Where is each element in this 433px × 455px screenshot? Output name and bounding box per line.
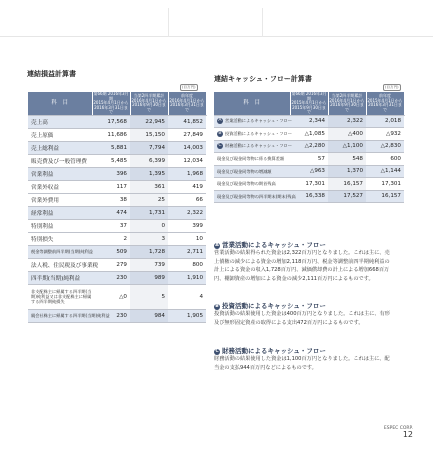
section-title: 営業活動によるキャッシュ・フロー — [222, 241, 326, 249]
table-row — [28, 128, 206, 141]
cell-value: 2,322 — [328, 115, 366, 128]
row-label-text: 営業外収益 — [31, 184, 59, 191]
cell-value: 11,686 — [92, 128, 130, 141]
table-row — [28, 271, 206, 284]
row-label-text: 営業利益 — [31, 171, 54, 178]
table-row — [214, 128, 404, 141]
row-label-text: 四半期(当期)純利益 — [31, 275, 81, 282]
cell-value: 27,849 — [168, 128, 206, 141]
row-label — [214, 178, 290, 191]
top-rule — [0, 36, 433, 37]
pl-table — [28, 92, 207, 323]
section-heading — [214, 301, 326, 310]
table-row — [214, 190, 404, 203]
cell-value: △963 — [290, 165, 328, 178]
column-guide — [262, 8, 271, 37]
table-row — [214, 178, 404, 191]
section-text: 営業活動の結果得られた資金は2,322百万円となりました。これは主に、売上債権の減少による資金の増加2,118百万円、税金等調整前四半期純利益の計上による資金の収入1,728百万円、減価償却費の計上による増加668百万円、棚卸資産の増加による資金の減少2,111百万円によるものです。 — [214, 250, 390, 282]
column-header: 当第2四半期累計 2016年4月1日から 2016年9月30日まで — [130, 92, 168, 115]
row-label-text: 販売費及び一般管理費 — [31, 158, 87, 165]
row-label — [214, 190, 296, 203]
row-label-text: 売上総利益 — [31, 145, 59, 152]
row-label-text: 現金及び現金同等物に係る換算差額 — [217, 156, 285, 162]
row-label — [214, 140, 290, 153]
row-label-text: 営業活動によるキャッシュ・フロー — [225, 118, 292, 124]
column-header: 当第2四半期累計 2016年4月1日から 2016年9月30日まで — [328, 92, 366, 115]
cell-value: 5,485 — [92, 154, 130, 167]
section-text: 財務活動の結果使用した資金は1,100百万円となりました。これは主に、配当金の支払944百万円などによるものです。 — [214, 356, 390, 371]
cell-value: 396 — [92, 167, 130, 180]
column-guide — [168, 8, 177, 37]
cell-value: 117 — [92, 180, 130, 193]
badge-c: C — [215, 349, 219, 354]
row-label-text: 財務活動によるキャッシュ・フロー — [225, 143, 292, 149]
cell-value: 37 — [92, 219, 130, 232]
table-row — [214, 165, 404, 178]
column-header: 前年度 2016年4月1日から 2016年3月31日まで — [168, 92, 206, 115]
table-row — [28, 245, 206, 258]
table-row — [28, 141, 206, 154]
row-label-text: 経常利益 — [31, 210, 54, 217]
cell-value: 7,794 — [130, 141, 168, 154]
row-label-text: 現金及び現金同等物の期首残高 — [217, 181, 276, 187]
row-label — [28, 232, 92, 245]
cell-value: 17,527 — [328, 190, 366, 203]
row-label — [214, 165, 290, 178]
table-row — [28, 167, 206, 180]
section-heading — [214, 346, 326, 355]
table-row — [28, 193, 206, 206]
row-label — [28, 154, 92, 167]
row-label-text: 営業外費用 — [31, 197, 59, 204]
page-number: 12 — [402, 430, 413, 439]
pl-title: 連結損益計算書 — [27, 70, 76, 78]
cell-value: 57 — [290, 153, 328, 166]
row-label-text: 売上高 — [31, 119, 48, 126]
cell-value: △1,100 — [328, 140, 366, 153]
cell-value: △2,830 — [366, 140, 404, 153]
column-header: 科 目 — [214, 92, 290, 115]
row-label — [28, 258, 99, 271]
cell-value: 15,150 — [130, 128, 168, 141]
section-title: 投資活動によるキャッシュ・フロー — [222, 302, 326, 310]
badge-c: C — [218, 143, 222, 149]
cell-value: 984 — [130, 309, 168, 322]
row-label — [214, 115, 290, 128]
cell-value: 548 — [328, 153, 366, 166]
cell-value: 1,731 — [130, 206, 168, 219]
row-label — [28, 206, 92, 219]
cell-value: 230 — [92, 271, 130, 284]
cell-value: 1,370 — [328, 165, 366, 178]
table-row — [28, 154, 206, 167]
table-row — [214, 153, 404, 166]
badge-b: B — [218, 130, 222, 136]
cell-value: △400 — [328, 128, 366, 141]
cell-value: 474 — [92, 206, 130, 219]
row-label-text: 税金等調整前四半期(当期)純利益 — [31, 249, 93, 254]
cf-unit: (百万円) — [385, 85, 399, 89]
row-label-text: 法人税、住民税及び事業税 — [31, 262, 99, 269]
row-label-text: 親会社株主に帰属する四半期(当期)純利益 — [31, 313, 110, 318]
cell-value: 1,910 — [168, 271, 206, 284]
cell-value: 2,018 — [366, 115, 404, 128]
cell-value: 989 — [130, 271, 168, 284]
column-header: 第66期 2016年3月期 2015年4月1日から 2015年9月30日まで — [291, 91, 327, 114]
table-row — [28, 219, 206, 232]
row-label-text: 売上原価 — [31, 132, 54, 139]
cell-value: 38 — [92, 193, 130, 206]
row-label — [214, 128, 290, 141]
cell-value: 739 — [130, 258, 168, 271]
cell-value: 17,301 — [290, 178, 328, 191]
cell-value: 399 — [168, 219, 206, 232]
row-label — [28, 284, 92, 309]
cell-value: △1,144 — [366, 165, 404, 178]
row-label-text: 特別利益 — [31, 223, 54, 230]
column-header: 第66期 2016年3月期 2015年4月1日から 2016年3月31日まで — [93, 91, 129, 114]
cell-value: 17,301 — [366, 178, 404, 191]
column-header: 科 目 — [28, 92, 92, 115]
table-row — [28, 180, 206, 193]
cell-value: △0 — [92, 284, 130, 309]
cell-value: 16,157 — [366, 190, 404, 203]
company-name: ESPEC CORP. — [383, 426, 413, 431]
row-label — [28, 128, 92, 141]
row-label — [28, 167, 92, 180]
cell-value: 3 — [130, 232, 168, 245]
row-label — [28, 245, 92, 258]
row-label — [28, 309, 110, 322]
cell-value: 509 — [92, 245, 130, 258]
row-label — [28, 193, 92, 206]
section-heading — [214, 240, 326, 249]
cell-value: 1,905 — [168, 309, 206, 322]
cell-value: 12,034 — [168, 154, 206, 167]
cell-value: 25 — [130, 193, 168, 206]
cell-value: 2,711 — [168, 245, 206, 258]
table-row — [28, 232, 206, 245]
table-row — [28, 206, 206, 219]
column-header: 前年度 2015年4月1日から 2016年3月31日まで — [366, 92, 404, 115]
cell-value: 600 — [366, 153, 404, 166]
row-label — [28, 141, 92, 154]
row-label — [214, 153, 290, 166]
cell-value: 16,338 — [290, 190, 328, 203]
cell-value: 1,395 — [130, 167, 168, 180]
section-text: 投資活動の結果使用した資金は400百万円となりました。これは主に、有形及び無形固定資産の取得による支出472百万円によるものです。 — [214, 311, 390, 326]
cell-value: 14,003 — [168, 141, 206, 154]
cell-value: 1,968 — [168, 167, 206, 180]
cell-value: 230 — [92, 309, 130, 322]
row-label — [28, 271, 92, 284]
cell-value: 41,852 — [168, 115, 206, 128]
cell-value: 2 — [92, 232, 130, 245]
cell-value: 2,322 — [168, 206, 206, 219]
cell-value: 279 — [92, 258, 130, 271]
row-label — [28, 219, 92, 232]
cell-value: 16,157 — [328, 178, 366, 191]
section-title: 財務活動によるキャッシュ・フロー — [222, 347, 326, 355]
cell-value: 10 — [168, 232, 206, 245]
table-row — [214, 140, 404, 153]
row-label-text: 投資活動によるキャッシュ・フロー — [225, 130, 292, 136]
cell-value: 5 — [130, 284, 168, 309]
table-row — [28, 309, 206, 322]
row-label-text: 非支配株主に帰属する四半期(当期)純利益又は非支配株主に帰属する四半期純損失 — [31, 289, 92, 304]
badge-b: B — [215, 304, 219, 309]
cell-value: 4 — [168, 284, 206, 309]
cell-value: △1,085 — [290, 128, 328, 141]
badge-a: A — [215, 243, 219, 248]
cell-value: 6,399 — [130, 154, 168, 167]
table-row — [28, 258, 206, 271]
cf-title: 連結キャッシュ・フロー計算書 — [214, 75, 312, 83]
cell-value: △932 — [366, 128, 404, 141]
table-row — [28, 284, 206, 309]
row-label-text: 現金及び現金同等物の四半期末(期末)残高 — [217, 193, 296, 199]
row-label-text: 特別損失 — [31, 236, 54, 243]
cell-value: 0 — [130, 219, 168, 232]
cell-value: △2,280 — [290, 140, 328, 153]
cell-value: 5,881 — [92, 141, 130, 154]
cell-value: 17,568 — [92, 115, 130, 128]
table-row — [214, 115, 404, 128]
cell-value: 361 — [130, 180, 168, 193]
cell-value: 800 — [168, 258, 206, 271]
badge-a: A — [218, 118, 222, 124]
row-label-text: 現金及び現金同等物の増減額 — [217, 168, 272, 174]
row-label — [28, 115, 92, 128]
cell-value: 419 — [168, 180, 206, 193]
pl-unit: (百万円) — [182, 85, 196, 89]
table-row — [28, 115, 206, 128]
cell-value: 1,728 — [130, 245, 168, 258]
cell-value: 22,945 — [130, 115, 168, 128]
cell-value: 66 — [168, 193, 206, 206]
cell-value: 2,344 — [290, 115, 328, 128]
cf-table — [214, 92, 405, 203]
row-label — [28, 180, 92, 193]
